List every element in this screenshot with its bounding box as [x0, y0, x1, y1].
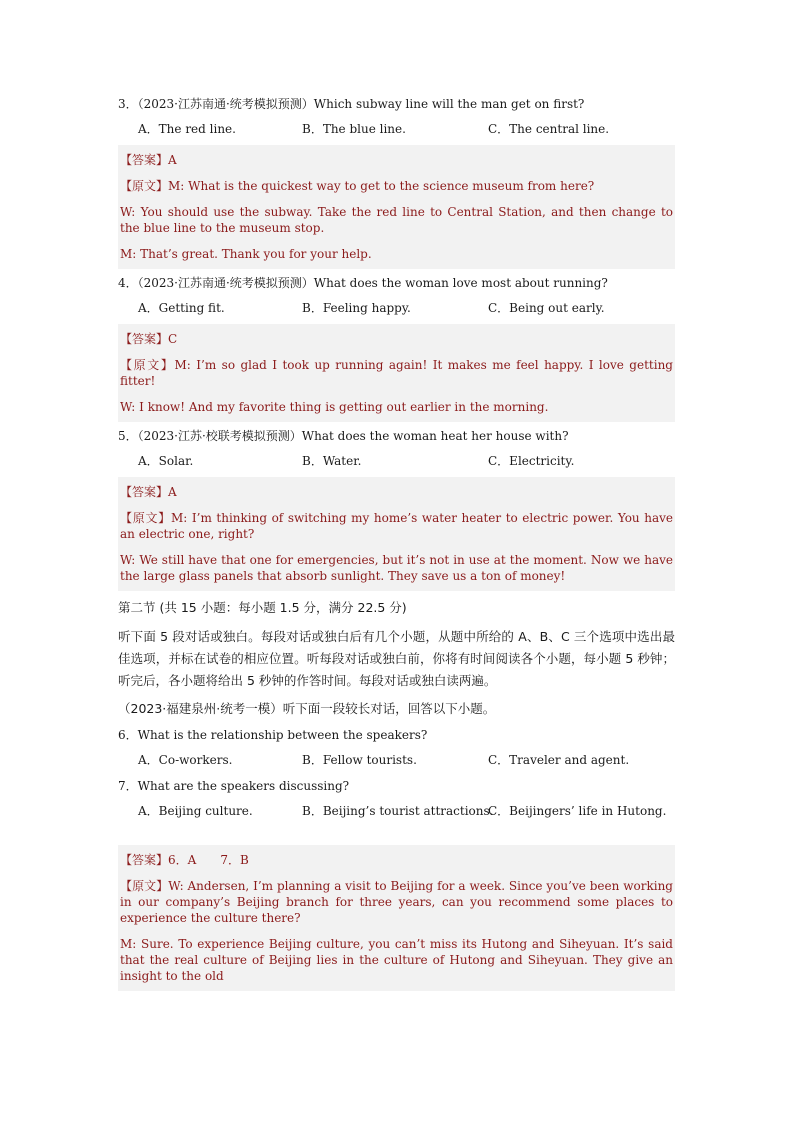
section-2 [118, 593, 675, 723]
option-c: C．The central line. [488, 122, 610, 136]
transcript-label: 【原文】 [120, 179, 169, 193]
option-a: A．The red line. [138, 122, 236, 136]
question-text: 5．（2023·江苏·校联考模拟预测）What does the woman heat her house with? [118, 429, 569, 443]
transcript-line [120, 873, 673, 931]
transcript-line: W: We still have that one for emergencies, but it’s not in use at the moment. Now we have the large glass panels that absorb sunlight. They save us a ton of money! [120, 553, 673, 583]
answer-line [120, 147, 673, 173]
transcript-line [120, 505, 673, 547]
question-7 [118, 774, 675, 825]
section-instructions: 听下面 5 段对话或独白。每段对话或独白后有几个小题，从题中所给的 A、B、C 三个选项中选出最佳选项，并标在试卷的相应位置。听每段对话或独白前，你将有时间阅读各个小题，每小题 5 秒钟；听完后，各小题将给出 5 秒钟的作答时间。每段对话或独白读两遍。 [118, 629, 675, 688]
options-row [118, 747, 675, 774]
option-a: A．Co-workers. [138, 753, 233, 767]
transcript-label: 【原文】 [120, 511, 171, 525]
transcript-text: M: What is the quickest way to get to the science museum from here? [168, 179, 595, 193]
option-b: B．Feeling happy. [302, 301, 411, 315]
transcript-line: M: Sure. To experience Beijing culture, you can’t miss its Hutong and Siheyuan. It’s said that the real culture of Beijing lies in the culture of Hutong and Siheyuan. They give an insight to the old [120, 937, 673, 983]
answer-value: 6．A 7．B [168, 853, 249, 867]
option-c: C．Beijingers’ life in Hutong. [488, 804, 667, 818]
spacer [118, 825, 675, 843]
option-a: A．Beijing culture. [138, 804, 253, 818]
answer-block [118, 324, 675, 422]
option-c: C．Traveler and agent. [488, 753, 630, 767]
option-b: B．Fellow tourists. [302, 753, 417, 767]
transcript-text: M: I’m so glad I took up running again! It makes me feel happy. I love getting fitter! [120, 358, 673, 388]
document-page [118, 92, 675, 993]
question-text: 3．（2023·江苏南通·统考模拟预测）Which subway line will the man get on first? [118, 97, 585, 111]
transcript-line: M: That’s great. Thank you for your help. [120, 247, 372, 261]
question-text: 4．（2023·江苏南通·统考模拟预测）What does the woman love most about running? [118, 276, 608, 290]
options-row [118, 798, 675, 825]
option-c: C．Electricity. [488, 454, 575, 468]
answer-label: 【答案】 [120, 332, 169, 346]
transcript-line [120, 173, 673, 199]
options-row [118, 295, 675, 322]
answer-label: 【答案】 [120, 485, 169, 499]
option-c: C．Being out early. [488, 301, 605, 315]
transcript-text: M: I’m thinking of switching my home’s water heater to electric power. You have an electric one, right? [120, 511, 673, 541]
transcript-label: 【原文】 [120, 358, 175, 372]
answer-label: 【答案】 [120, 853, 169, 867]
answer-line [120, 847, 673, 873]
option-b: B．The blue line. [302, 122, 406, 136]
options-row [118, 448, 675, 475]
answer-value: A [168, 153, 177, 167]
option-b: B．Beijing’s tourist attractions. [302, 804, 494, 818]
option-b: B．Water. [302, 454, 362, 468]
option-a: A．Getting fit. [138, 301, 225, 315]
answer-line [120, 326, 673, 352]
option-a: A．Solar. [138, 454, 194, 468]
question-6 [118, 723, 675, 774]
transcript-line: W: I know! And my favorite thing is getting out earlier in the morning. [120, 400, 549, 414]
answer-value: A [168, 485, 177, 499]
answer-block-6-7 [118, 845, 675, 991]
transcript-line: W: You should use the subway. Take the red line to Central Station, and then change to the blue line to the museum stop. [120, 205, 673, 235]
answer-label: 【答案】 [120, 153, 169, 167]
question-3 [118, 92, 675, 269]
answer-line [120, 479, 673, 505]
transcript-line [120, 352, 673, 394]
transcript-text: W: Andersen, I’m planning a visit to Beijing for a week. Since you’ve been working in our company’s Beijing branch for three years, can you recommend some places to experience the culture there? [120, 879, 673, 925]
question-4 [118, 271, 675, 422]
question-text: 7．What are the speakers discussing? [118, 779, 350, 793]
answer-block [118, 145, 675, 269]
section-title: 第二节 (共 15 小题：每小题 1.5 分，满分 22.5 分) [118, 600, 407, 615]
section-source: （2023·福建泉州·统考一模）听下面一段较长对话，回答以下小题。 [118, 701, 496, 716]
transcript-label: 【原文】 [120, 879, 169, 893]
answer-value: C [168, 332, 178, 346]
options-row [118, 116, 675, 143]
question-5 [118, 424, 675, 591]
question-text: 6．What is the relationship between the speakers? [118, 728, 428, 742]
answer-block [118, 477, 675, 591]
